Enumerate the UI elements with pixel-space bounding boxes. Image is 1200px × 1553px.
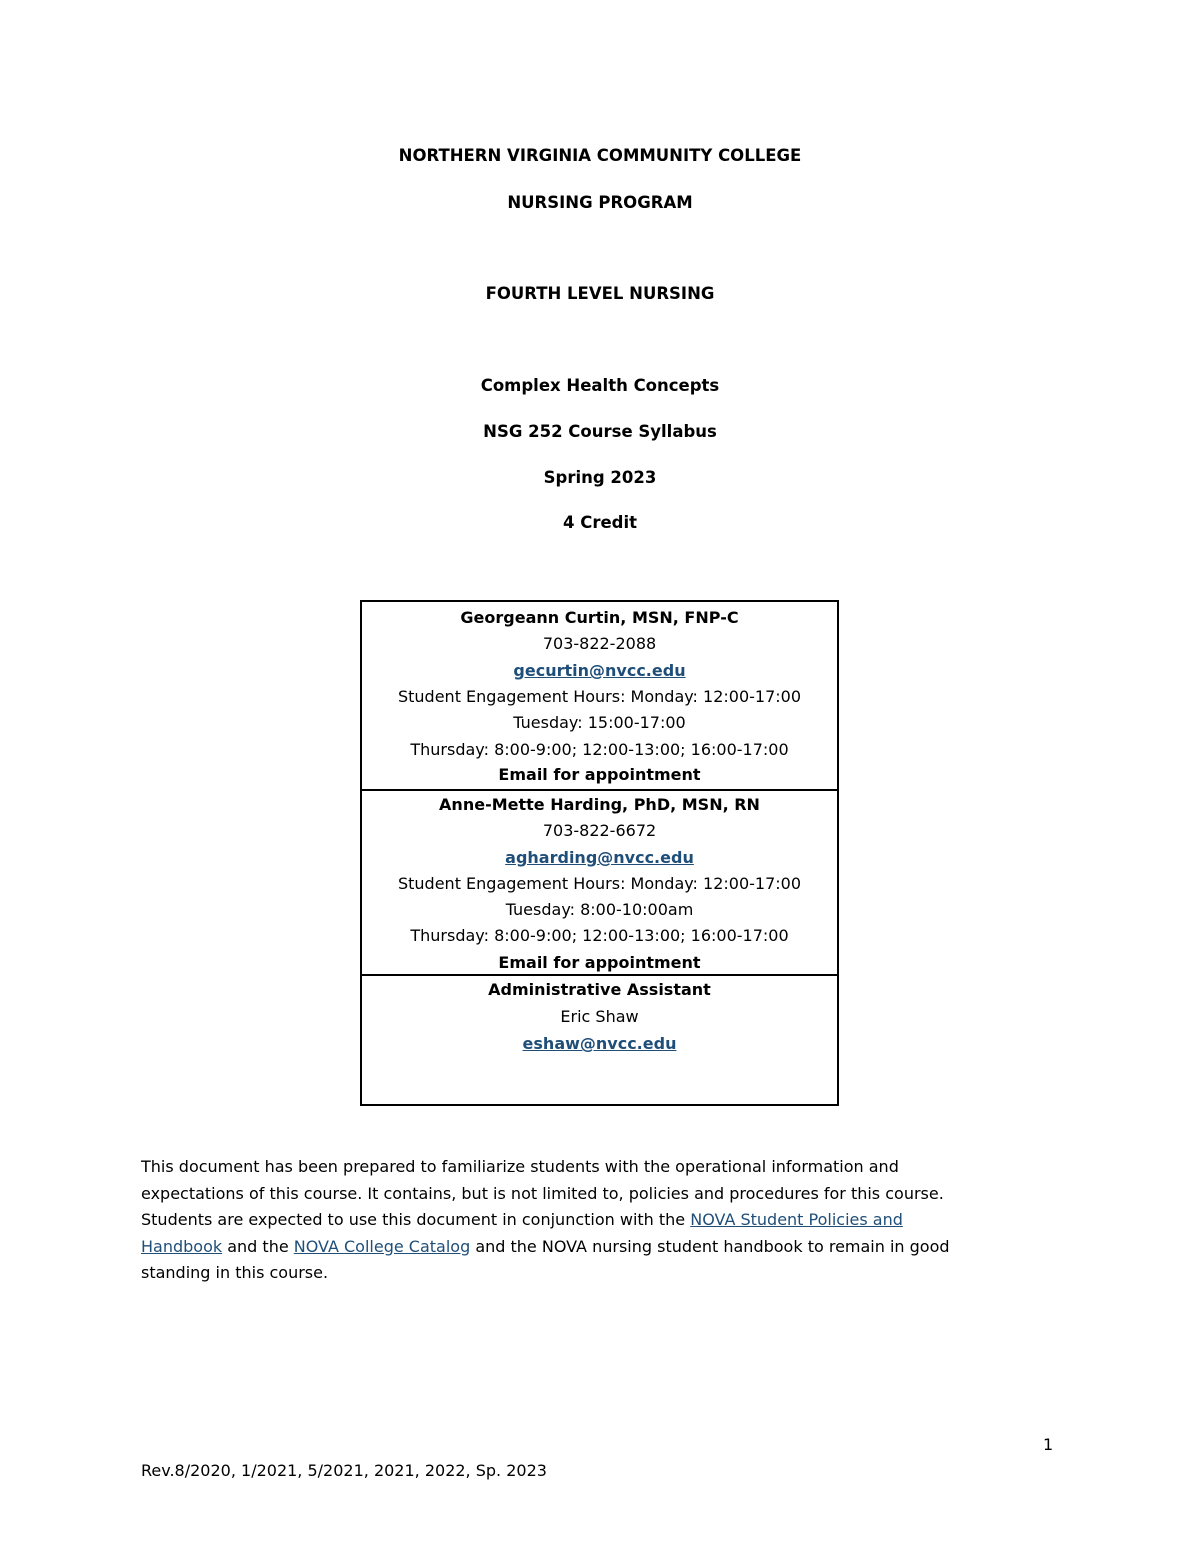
student-policies-link[interactable]: NOVA Student Policies and xyxy=(690,1210,903,1229)
program-name: NURSING PROGRAM xyxy=(507,193,693,212)
intro-line: standing in this course. xyxy=(141,1263,329,1282)
contact-cell-admin xyxy=(362,974,837,1104)
intro-line: This document has been prepared to familiarize students with the operational information and xyxy=(141,1157,899,1176)
contact-name: Anne-Mette Harding, PhD, MSN, RN xyxy=(439,795,760,814)
contact-cell-curtin xyxy=(362,602,837,789)
email-link-eshaw[interactable]: eshaw@nvcc.edu xyxy=(522,1034,677,1053)
college-catalog-link[interactable]: NOVA College Catalog xyxy=(293,1236,471,1256)
email-link-agharding[interactable]: agharding@nvcc.edu xyxy=(505,848,694,867)
hours-line: Student Engagement Hours: Monday: 12:00-17:00 xyxy=(397,874,802,893)
contact-name: Georgeann Curtin, MSN, FNP-C xyxy=(460,608,739,627)
page-number: 1 xyxy=(1043,1435,1054,1454)
term: Spring 2023 xyxy=(543,468,657,487)
contact-email xyxy=(362,660,837,682)
admin-role: Administrative Assistant xyxy=(488,980,711,999)
college-name: NORTHERN VIRGINIA COMMUNITY COLLEGE xyxy=(398,146,802,165)
admin-name: Eric Shaw xyxy=(560,1007,639,1026)
hours-line: Student Engagement Hours: Monday: 12:00-17:00 xyxy=(397,687,802,706)
contact-cell-harding xyxy=(362,789,837,974)
hours-line: Thursday: 8:00-9:00; 12:00-13:00; 16:00-17:00 xyxy=(410,740,789,759)
hours-line: Tuesday: 15:00-17:00 xyxy=(513,713,686,732)
level-title: FOURTH LEVEL NURSING xyxy=(485,284,715,303)
contact-phone: 703-822-2088 xyxy=(542,634,657,653)
syllabus-title: NSG 252 Course Syllabus xyxy=(483,422,717,441)
contact-phone: 703-822-6672 xyxy=(542,821,657,840)
revision-footer: Rev.8/2020, 1/2021, 5/2021, 2021, 2022, Sp. 2023 xyxy=(141,1461,547,1480)
contact-email xyxy=(362,847,837,869)
hours-line: Tuesday: 8:00-10:00am xyxy=(505,900,694,919)
intro-paragraph xyxy=(141,1154,1061,1287)
hours-line: Thursday: 8:00-9:00; 12:00-13:00; 16:00-17:00 xyxy=(410,926,789,945)
intro-line xyxy=(141,1234,1061,1261)
email-link-gecurtin[interactable]: gecurtin@nvcc.edu xyxy=(513,661,686,680)
intro-text: and the NOVA nursing student handbook to remain in good xyxy=(470,1236,950,1256)
intro-text: Students are expected to use this document in conjunction with the xyxy=(141,1210,691,1229)
intro-line: expectations of this course. It contains, but is not limited to, policies and procedures for this course. xyxy=(141,1183,944,1203)
intro-text: and the xyxy=(222,1236,294,1256)
contact-email xyxy=(362,1033,837,1055)
course-title: Complex Health Concepts xyxy=(480,376,720,395)
appointment-note: Email for appointment xyxy=(498,765,701,784)
credits: 4 Credit xyxy=(562,513,638,532)
student-policies-link[interactable]: Handbook xyxy=(141,1236,223,1256)
intro-line xyxy=(141,1207,1061,1234)
contact-table xyxy=(360,600,839,1106)
appointment-note: Email for appointment xyxy=(498,953,701,972)
